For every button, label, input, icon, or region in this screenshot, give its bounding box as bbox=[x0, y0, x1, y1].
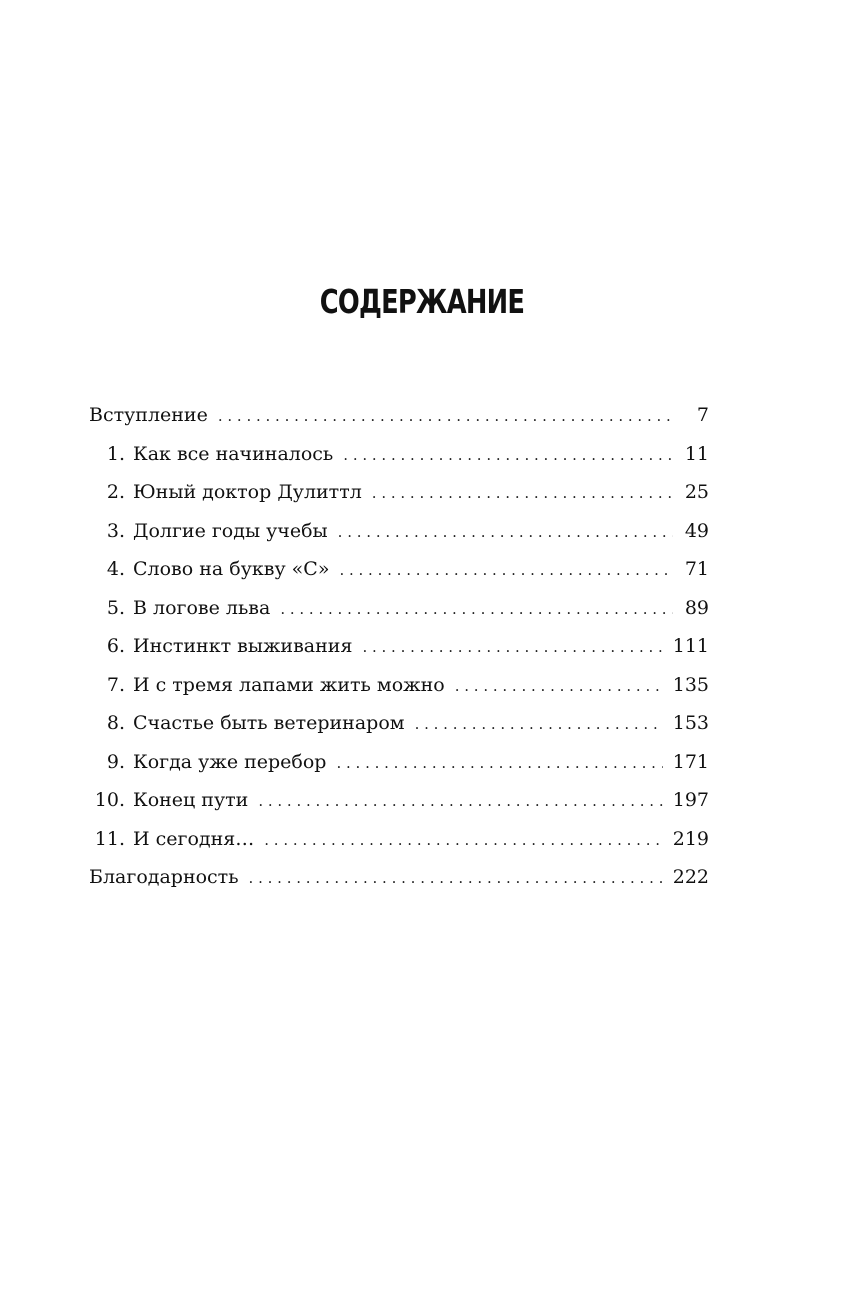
toc-entry-chapter-5[interactable] bbox=[89, 589, 709, 628]
toc-entry-chapter-6[interactable] bbox=[89, 627, 709, 666]
toc-entry-acknowledgements[interactable] bbox=[89, 858, 709, 897]
dot-leader bbox=[372, 474, 673, 513]
toc-entry-page: 153 bbox=[672, 712, 709, 734]
toc-entry-intro[interactable] bbox=[89, 396, 709, 435]
toc-entry-label: Счастье быть ветеринаром bbox=[133, 712, 405, 734]
toc-entry-page: 219 bbox=[672, 827, 709, 850]
toc-entry-label: Юный доктор Дулиттл bbox=[133, 481, 362, 503]
toc-entry-number: 10. bbox=[94, 789, 125, 811]
toc-entry-chapter-4[interactable] bbox=[89, 550, 709, 589]
dot-leader bbox=[258, 782, 662, 821]
toc-entry-label: Инстинкт выживания bbox=[133, 635, 353, 657]
toc-entry-number: 11. bbox=[94, 827, 125, 850]
dot-leader bbox=[249, 859, 663, 898]
toc-entry-label: Вступление bbox=[89, 404, 208, 426]
dot-leader bbox=[280, 590, 673, 629]
toc-entry-chapter-1[interactable] bbox=[89, 435, 709, 474]
toc-entry-number: 6. bbox=[106, 635, 125, 657]
toc-entry-label: Долгие годы учебы bbox=[133, 519, 328, 542]
toc-entry-page: 25 bbox=[684, 481, 709, 503]
toc-entry-number: 3. bbox=[106, 519, 125, 542]
toc-entry-page: 135 bbox=[672, 673, 709, 696]
toc-entry-label: Конец пути bbox=[133, 789, 249, 811]
toc-entry-chapter-3[interactable] bbox=[89, 512, 709, 551]
toc-entry-page: 7 bbox=[696, 404, 709, 426]
toc-entry-number: 9. bbox=[106, 750, 125, 773]
toc-entry-page: 49 bbox=[684, 519, 709, 542]
toc-entry-number: 7. bbox=[106, 673, 125, 696]
toc-entry-page: 197 bbox=[672, 789, 709, 811]
toc-entry-label: Как все начиналось bbox=[133, 442, 334, 465]
table-of-contents bbox=[89, 396, 709, 897]
toc-entry-page: 89 bbox=[684, 596, 709, 619]
dot-leader bbox=[264, 821, 662, 860]
dot-leader bbox=[336, 744, 662, 783]
dot-leader bbox=[338, 513, 673, 552]
toc-entry-number: 8. bbox=[106, 712, 125, 734]
toc-entry-chapter-2[interactable] bbox=[89, 473, 709, 512]
toc-entry-number: 1. bbox=[106, 442, 125, 465]
toc-entry-number: 2. bbox=[106, 481, 125, 503]
dot-leader bbox=[218, 397, 673, 436]
toc-entry-label: И сегодня… bbox=[133, 827, 255, 850]
toc-entry-page: 111 bbox=[672, 635, 709, 657]
toc-entry-chapter-8[interactable] bbox=[89, 704, 709, 743]
dot-leader bbox=[362, 628, 662, 667]
toc-entry-label: Когда уже перебор bbox=[133, 750, 327, 773]
toc-entry-chapter-7[interactable] bbox=[89, 666, 709, 705]
toc-entry-page: 71 bbox=[684, 558, 709, 580]
toc-entry-label: И с тремя лапами жить можно bbox=[133, 673, 445, 696]
toc-entry-label: Слово на букву «С» bbox=[133, 558, 330, 580]
dot-leader bbox=[455, 667, 663, 706]
toc-entry-number: 4. bbox=[106, 558, 125, 580]
toc-entry-label: Благодарность bbox=[89, 866, 239, 888]
toc-entry-chapter-10[interactable] bbox=[89, 781, 709, 820]
toc-entry-page: 222 bbox=[672, 866, 709, 888]
toc-entry-chapter-11[interactable] bbox=[89, 820, 709, 859]
toc-entry-label: В логове льва bbox=[133, 596, 271, 619]
page-title: СОДЕРЖАНИЕ bbox=[319, 282, 525, 321]
dot-leader bbox=[415, 705, 663, 744]
toc-entry-page: 11 bbox=[684, 442, 709, 465]
toc-entry-chapter-9[interactable] bbox=[89, 743, 709, 782]
dot-leader bbox=[339, 551, 673, 590]
dot-leader bbox=[343, 436, 673, 475]
toc-entry-number: 5. bbox=[106, 596, 125, 619]
toc-entry-page: 171 bbox=[672, 750, 709, 773]
